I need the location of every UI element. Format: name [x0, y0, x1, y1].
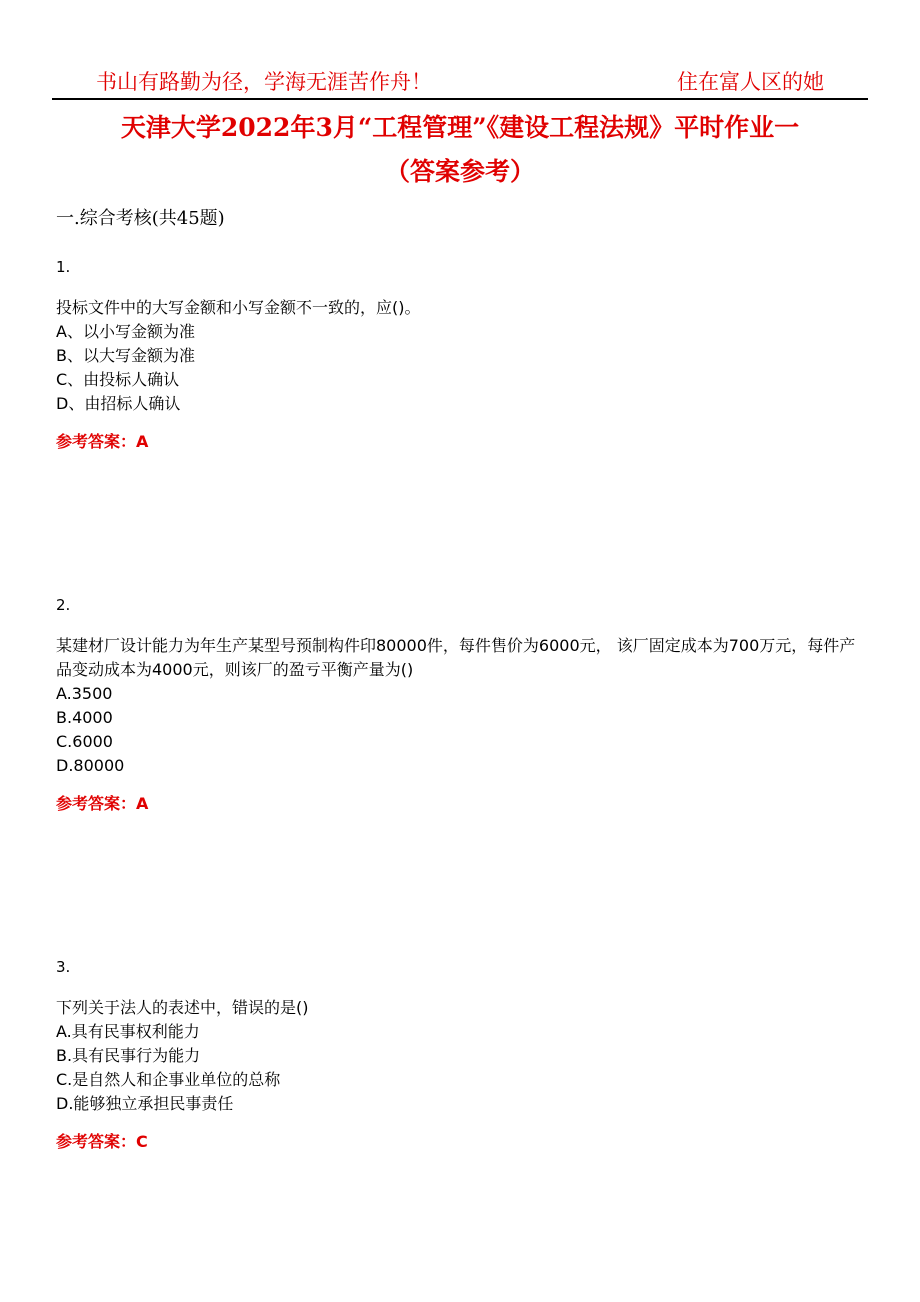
page-header [52, 64, 868, 100]
reference-answer: 参考答案：C [56, 1132, 148, 1151]
option-c: C.6000 [56, 732, 113, 751]
option-c: C.是自然人和企事业单位的总称 [56, 1070, 281, 1089]
option-a: A.3500 [56, 684, 113, 703]
option-b: B.4000 [56, 708, 113, 727]
option-b: B.具有民事行为能力 [56, 1046, 201, 1065]
reference-answer: 参考答案：A [56, 794, 149, 813]
question-3 [56, 958, 868, 1154]
option-b: B、以大写金额为准 [56, 346, 195, 365]
question-stem: 下列关于法人的表述中，错误的是() [56, 998, 309, 1017]
option-a: A、以小写金额为准 [56, 322, 195, 341]
document-title: 天津大学2022年3月“工程管理”《建设工程法规》平时作业一 [120, 113, 800, 142]
question-number: 1. [56, 258, 71, 276]
document-subtitle: （答案参考） [384, 157, 535, 186]
question-stem: 投标文件中的大写金额和小写金额不一致的，应()。 [56, 298, 421, 317]
question-number: 2. [56, 596, 71, 614]
reference-answer: 参考答案：A [56, 432, 149, 451]
header-motto: 书山有路勤为径，学海无涯苦作舟！ [96, 70, 432, 94]
section-heading: 一.综合考核(共45题) [56, 208, 225, 229]
option-c: C、由投标人确认 [56, 370, 180, 389]
option-d: D、由招标人确认 [56, 394, 181, 413]
option-d: D.80000 [56, 756, 125, 775]
question-2 [56, 596, 868, 816]
question-number: 3. [56, 958, 71, 976]
question-1 [56, 258, 868, 454]
option-d: D.能够独立承担民事责任 [56, 1094, 234, 1113]
option-a: A.具有民事权利能力 [56, 1022, 200, 1041]
question-stem: 某建材厂设计能力为年生产某型号预制构件印80000件，每件售价为6000元， 该厂固定成本为700万元，每件产品变动成本为4000元，则该厂的盈亏平衡产量为() [56, 636, 856, 679]
header-author: 住在富人区的她 [677, 70, 824, 94]
